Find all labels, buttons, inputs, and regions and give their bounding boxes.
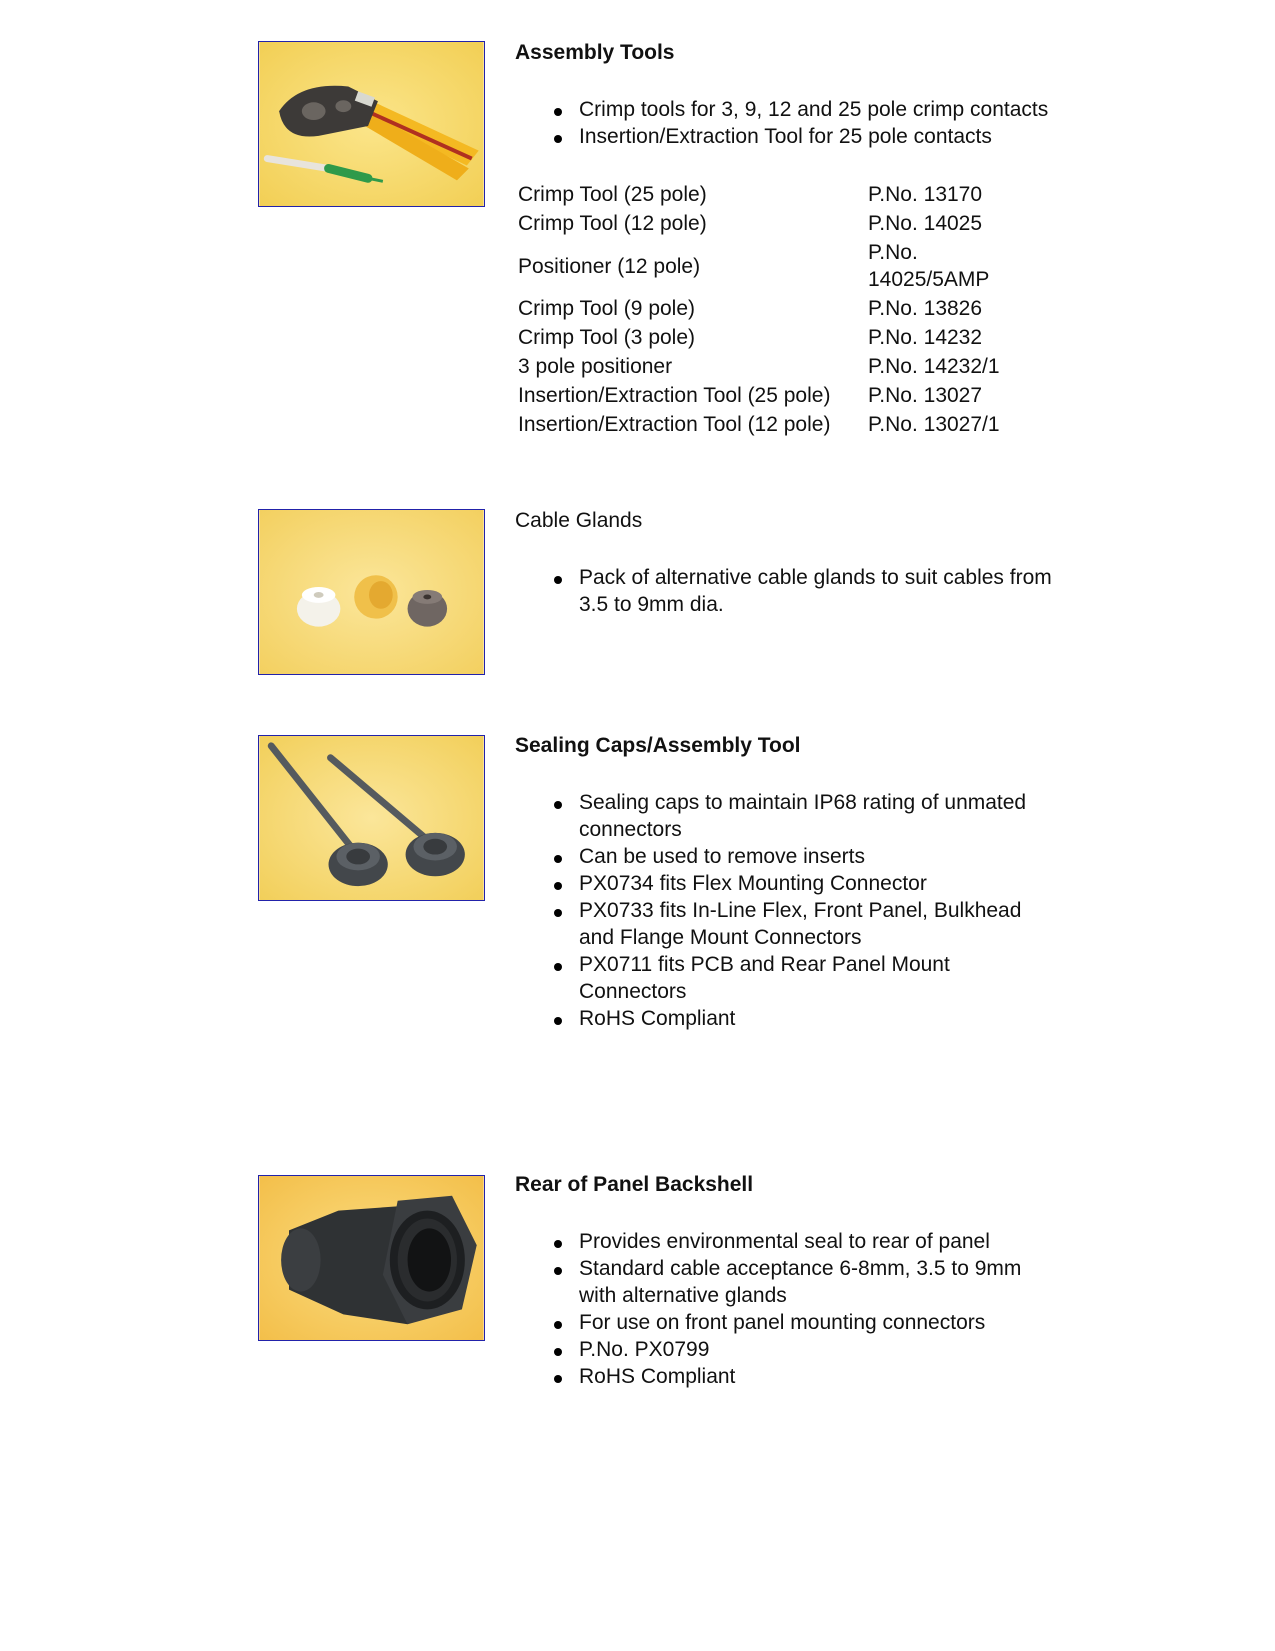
- list-item: Standard cable acceptance 6-8mm, 3.5 to 9mm with alternative glands: [515, 1255, 1059, 1309]
- table-row: 3 pole positioner P.No. 14232/1: [518, 355, 1000, 378]
- bullet-icon: [554, 1240, 562, 1248]
- bullet-list: [515, 789, 1075, 1032]
- backshell-image: [259, 1176, 484, 1340]
- table-row: Insertion/Extraction Tool (12 pole) P.No. 13027/1: [518, 413, 1000, 436]
- section-title: Rear of Panel Backshell: [515, 1173, 754, 1196]
- bullet-icon: [554, 963, 562, 971]
- sealing-caps-photo: [258, 735, 485, 901]
- parts-table: [518, 180, 1018, 439]
- bullet-icon: [554, 882, 562, 890]
- table-row: Crimp Tool (9 pole) P.No. 13826: [518, 297, 983, 320]
- section-title: Sealing Caps/Assembly Tool: [515, 734, 801, 757]
- bullet-list: [515, 96, 1075, 150]
- sealing-caps-image: [259, 736, 484, 900]
- bullet-icon: [554, 1267, 562, 1275]
- table-row: Insertion/Extraction Tool (25 pole) P.No. 13027: [518, 384, 983, 407]
- list-item: PX0711 fits PCB and Rear Panel Mount Connectors: [515, 951, 1059, 1005]
- bullet-icon: [554, 1348, 562, 1356]
- section-title: Assembly Tools: [515, 41, 675, 64]
- list-item: Provides environmental seal to rear of panel: [515, 1228, 1059, 1255]
- bullet-icon: [554, 801, 562, 809]
- list-item: RoHS Compliant: [515, 1005, 1059, 1032]
- backshell-content: [515, 1172, 1075, 1390]
- cable-glands-image: [259, 510, 484, 674]
- list-item: Can be used to remove inserts: [515, 843, 1059, 870]
- bullet-icon: [554, 1321, 562, 1329]
- list-item: PX0733 fits In-Line Flex, Front Panel, Bulkhead and Flange Mount Connectors: [515, 897, 1059, 951]
- bullet-list: [515, 564, 1075, 618]
- bullet-icon: [554, 108, 562, 116]
- bullet-icon: [554, 1017, 562, 1025]
- bullet-icon: [554, 135, 562, 143]
- bullet-list: [515, 1228, 1075, 1390]
- bullet-icon: [554, 576, 562, 584]
- list-item: Crimp tools for 3, 9, 12 and 25 pole crimp contacts: [515, 96, 1059, 123]
- list-item: Insertion/Extraction Tool for 25 pole contacts: [515, 123, 1059, 150]
- section-title: Cable Glands: [515, 509, 643, 532]
- list-item: RoHS Compliant: [515, 1363, 1059, 1390]
- list-item: P.No. PX0799: [515, 1336, 1059, 1363]
- list-item: Pack of alternative cable glands to suit cables from 3.5 to 9mm dia.: [515, 564, 1059, 618]
- backshell-photo: [258, 1175, 485, 1341]
- crimp-tool-image: [259, 42, 484, 206]
- crimp-tool-photo: [258, 41, 485, 207]
- cable-glands-photo: [258, 509, 485, 675]
- bullet-icon: [554, 855, 562, 863]
- cable-glands-content: [515, 508, 1075, 618]
- sealing-caps-content: [515, 733, 1075, 1032]
- assembly-tools-content: [515, 40, 1075, 439]
- table-row: Crimp Tool (3 pole) P.No. 14232: [518, 326, 983, 349]
- list-item: For use on front panel mounting connectors: [515, 1309, 1059, 1336]
- bullet-icon: [554, 909, 562, 917]
- table-row: Crimp Tool (25 pole) P.No. 13170: [518, 183, 983, 206]
- table-row: Positioner (12 pole) P.No. 14025/5AMP: [518, 241, 990, 291]
- bullet-icon: [554, 1375, 562, 1383]
- list-item: Sealing caps to maintain IP68 rating of unmated connectors: [515, 789, 1059, 843]
- list-item: PX0734 fits Flex Mounting Connector: [515, 870, 1059, 897]
- table-row: Crimp Tool (12 pole) P.No. 14025: [518, 212, 983, 235]
